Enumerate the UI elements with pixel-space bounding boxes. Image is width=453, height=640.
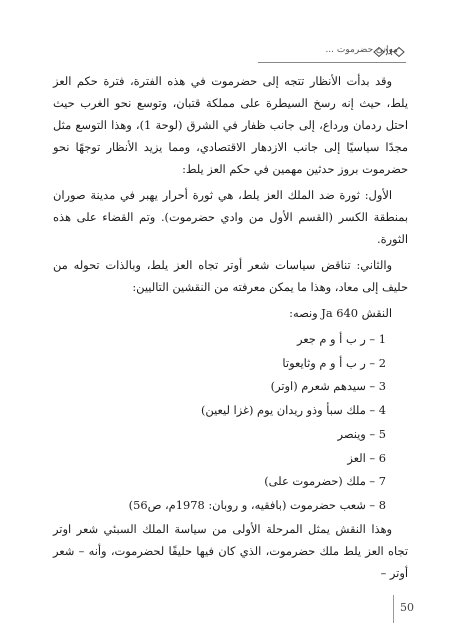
paragraph-first-event: الأول: ثورة ضد الملك العز يلط، هي ثورة أحرار يهبر في مدينة صوران بمنطقة الكسر (القسم الأول من وادي حضرموت). وتم القضاء على هذه الثورة.	[53, 188, 408, 246]
footer-rule	[393, 595, 394, 623]
paragraph-second-event: والثاني: تناقض سياسات شعر أوتر تجاه العز يلط، وبالذات تحوله من حليف إلى معاد، وهذا ما يمكن معرفته من النقشين التاليين:	[53, 258, 408, 294]
inscription-line: 8 – شعب حضرموت (بافقيه، و روبان: 1978م، ص56)	[128, 497, 386, 512]
inscription-line: 6 – العز	[347, 450, 386, 465]
inscription-line: 1 – ر ب أ و م جعر	[296, 332, 386, 346]
inscription-line: 7 – ملك (حضرموت على)	[264, 474, 386, 489]
running-header-title: موانئ حضرموت ...	[325, 45, 398, 55]
inscription-line: 4 – ملك سبأ وذو ريدان يوم (غزا ليعين)	[200, 403, 386, 418]
paragraph-intro: وقد بدأت الأنظار تتجه إلى حضرموت في هذه الفترة، فترة حكم العز يلط، حيث إنه رسخ السيطرة على مملكة قتبان، وتوسع نحو الغرب حيث احتل ردمان ورداع، إلى جانب ظفار في الشرق (لوحة 1)، وهذا التوسع مثل مجدًا سياسيًا إلى جانب الازدهار الاقتصادي، ومما يزيد الأنظار توجهًا نحو حضرموت بروز حدثين مهمين في حكم العز يلط:	[53, 74, 408, 176]
paragraph-closing: وهذا النقش يمثل المرحلة الأولى من سياسة الملك السبئي شعر اوتر تجاه العز يلط ملك حضرموت، الذي كان فيها حليفًا لحضرموت، وأنه – شعر أوتر –	[53, 521, 408, 580]
header-rule	[258, 62, 406, 63]
page-number: 50	[400, 601, 414, 614]
inscription-lines	[53, 328, 408, 518]
inscription-heading: النقش Ja 640 ونصه:	[289, 306, 392, 320]
inscription-line: 5 – وينصر	[337, 426, 386, 441]
inscription-line: 2 – ر ب أ و م وثايعوتا	[282, 355, 386, 370]
page-body	[53, 70, 408, 588]
inscription-line: 3 – سيدهم شعرم (اوتر)	[270, 379, 386, 394]
ornament-icon	[372, 46, 406, 58]
